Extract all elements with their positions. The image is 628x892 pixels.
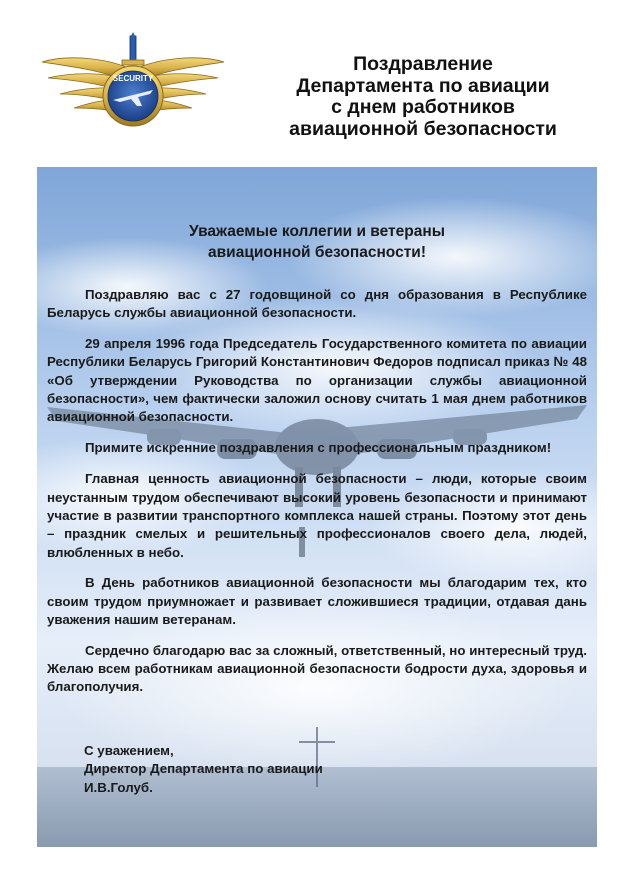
paragraph: 29 апреля 1996 года Председатель Государственного комитета по авиации Республики Беларусь Григорий Константинович Федоров подписал приказ № 48 «Об утверждении Руководства по организации службы авиационной безопасности», чем фактически заложил основу считать 1 мая днем работников авиационной безопасности. xyxy=(47,335,587,425)
security-emblem-logo xyxy=(38,30,228,140)
greeting-heading xyxy=(37,221,597,263)
paragraph: В День работников авиационной безопасности мы благодарим тех, кто своим трудом приумножает и развивает сложившиеся традиции, отдавая дань уважения нашим ветеранам. xyxy=(47,575,587,628)
letter-body xyxy=(47,286,587,709)
title-line-4: авиационной безопасности xyxy=(289,117,557,140)
paragraph: Поздравляю вас с 27 годовщиной со дня образования в Республике Беларусь службы авиационной безопасности. xyxy=(47,287,587,321)
sword-icon xyxy=(122,32,144,65)
signature-line: С уважением, xyxy=(84,743,174,758)
emblem-security-text: SECURITY xyxy=(112,74,154,83)
greeting-line-1: Уважаемые коллегии и ветераны xyxy=(189,223,445,240)
greeting-line-2: авиационной безопасности! xyxy=(208,244,426,261)
signature-line: И.В.Голуб. xyxy=(84,779,153,795)
title-line-1: Поздравление xyxy=(353,53,493,75)
page-title xyxy=(250,54,596,140)
paragraph: Сердечно благодарю вас за сложный, ответственный, но интересный труд. Желаю всем работникам авиационной безопасности бодрости духа, здоровья и благополучия. xyxy=(47,642,587,695)
signature-line: Директор Департамента по авиации xyxy=(84,761,323,777)
title-line-3: с днем работников xyxy=(331,96,515,118)
title-line-2: Департамента по авиации xyxy=(296,74,550,97)
paragraph: Главная ценность авиационной безопасности – люди, которые своим неустанным трудом обеспечивают высокий уровень безопасности и принимают участие в развитии транспортного комплекса нашей страны. Поэтому этот день – праздник смелых и решительных профессионалов своего дела, людей, влюбленных в небо. xyxy=(47,471,587,560)
signature-block xyxy=(84,742,323,797)
paragraph: Примите искренние поздравления с профессиональным праздником! xyxy=(85,439,552,455)
